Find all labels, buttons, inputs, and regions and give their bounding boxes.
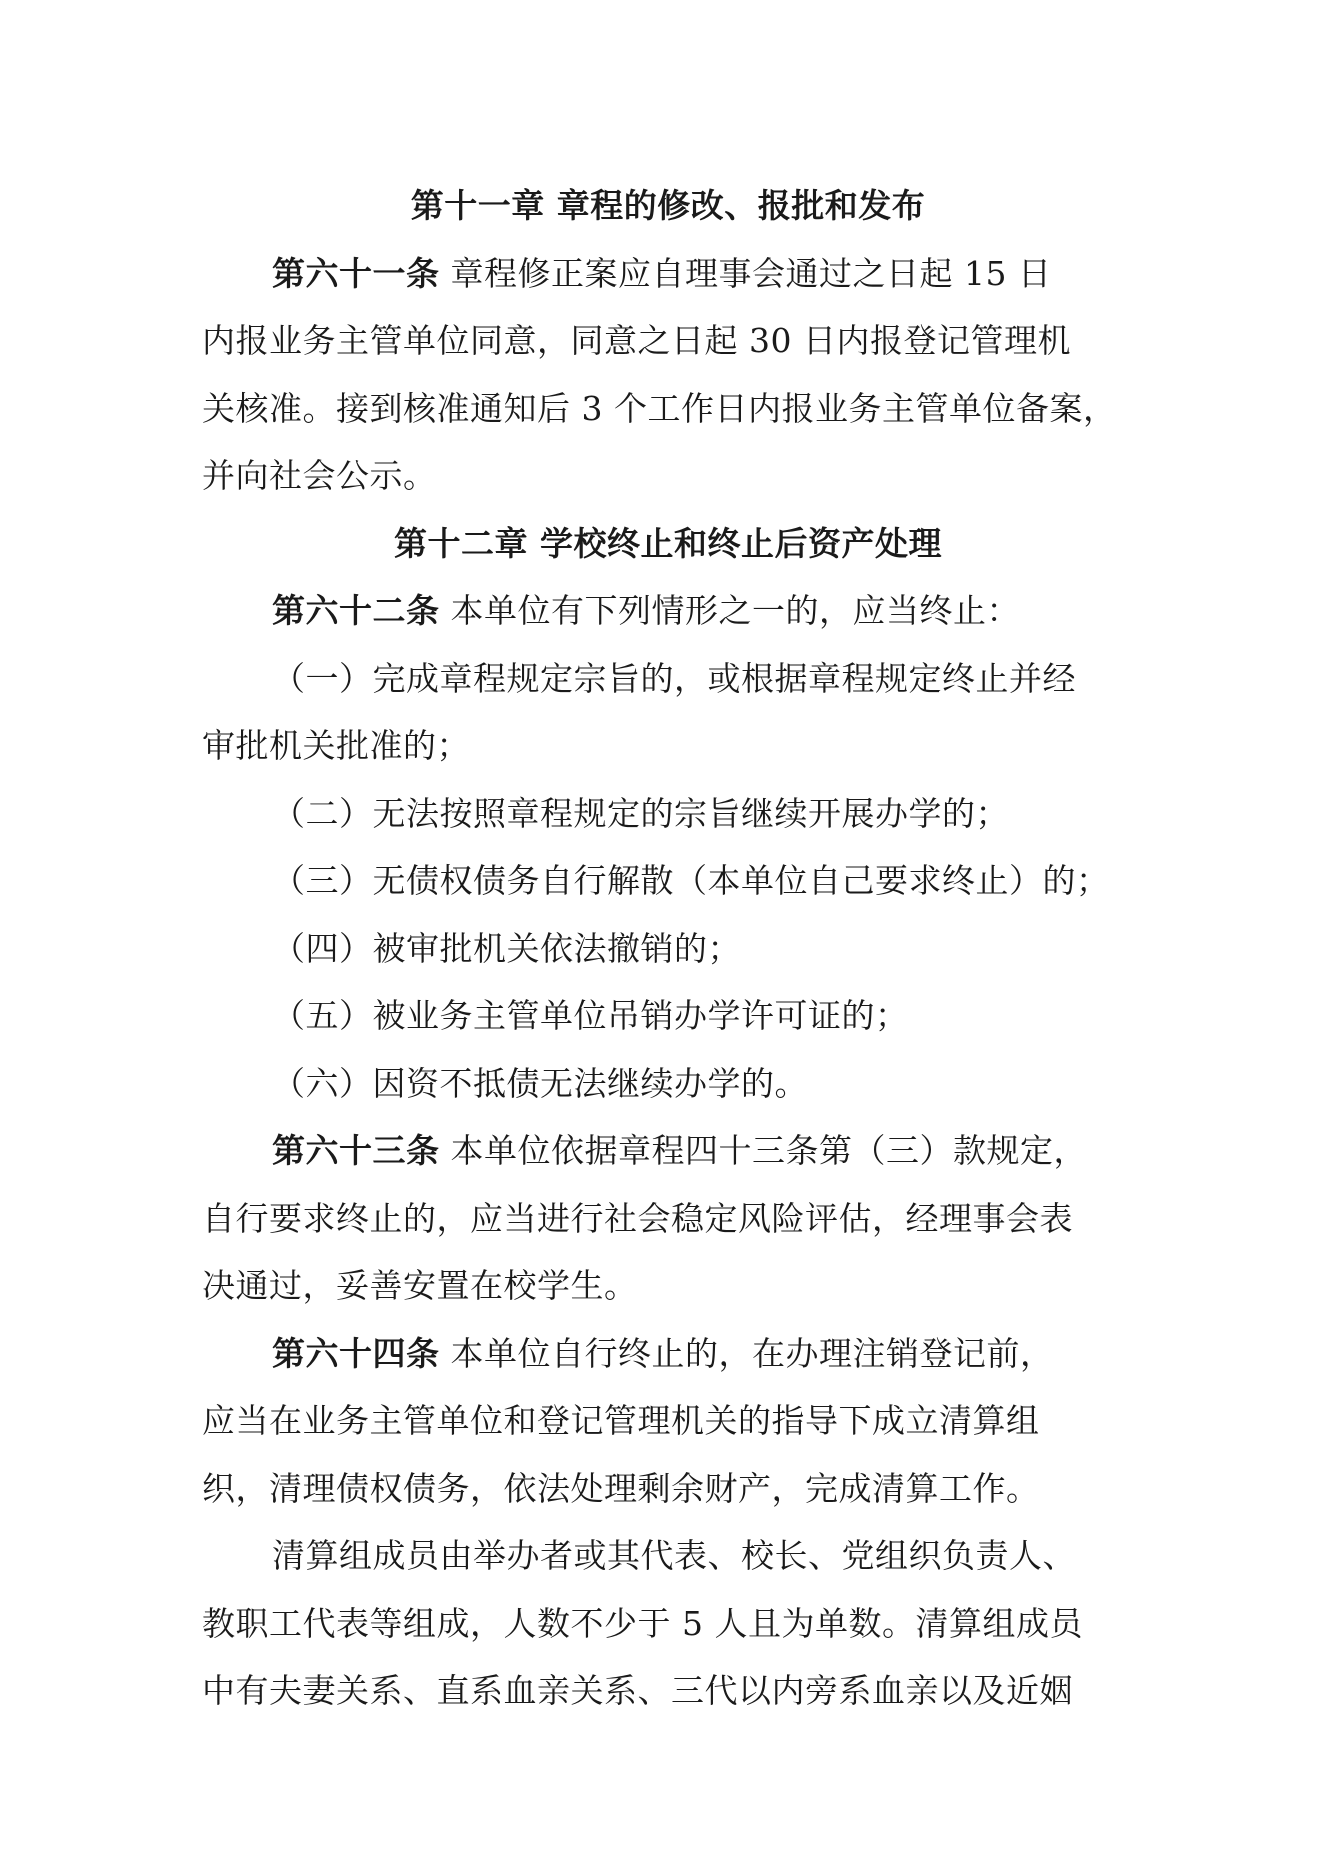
liquidation-line-3: 中有夫妻关系、直系血亲关系、三代以内旁系血亲以及近姻 xyxy=(202,1671,1073,1710)
article-64-line-1 xyxy=(202,1320,1134,1388)
article-61-line-1 xyxy=(202,240,1134,308)
article-61-line-4: 并向社会公示。 xyxy=(202,456,437,495)
article-62-item-2: （二）无法按照章程规定的宗旨继续开展办学的； xyxy=(272,793,1009,833)
chapter-12-title: 第十二章 学校终止和终止后资产处理 xyxy=(394,523,942,563)
article-62-item-4: （四）被审批机关依法撤销的； xyxy=(272,928,741,968)
article-62-line-1 xyxy=(202,577,1134,645)
article-62-item-1: （一）完成章程规定宗旨的，或根据章程规定终止并经 xyxy=(272,658,1076,698)
article-64-number: 第六十四条 xyxy=(272,1333,440,1373)
article-62-number: 第六十二条 xyxy=(272,591,440,630)
article-64-text-1: 本单位自行终止的，在办理注销登记前， xyxy=(439,1333,1054,1373)
article-62-intro: 本单位有下列情形之一的，应当终止： xyxy=(439,591,1020,630)
article-61-line-3: 关核准。接到核准通知后 3 个工作日内报业务主管单位备案， xyxy=(202,388,1117,428)
article-63-text-1: 本单位依据章程四十三条第（三）款规定， xyxy=(439,1131,1087,1170)
article-63-number: 第六十三条 xyxy=(272,1131,440,1170)
article-61-number: 第六十一条 xyxy=(272,253,440,293)
article-64-line-3: 织，清理债权债务，依法处理剩余财产，完成清算工作。 xyxy=(202,1468,1040,1508)
liquidation-line-2: 教职工代表等组成，人数不少于 5 人且为单数。清算组成员 xyxy=(202,1603,1083,1643)
article-63-line-2: 自行要求终止的，应当进行社会稳定风险评估，经理事会表 xyxy=(202,1198,1073,1238)
document-body xyxy=(202,172,1134,1725)
article-61-line-2: 内报业务主管单位同意，同意之日起 30 日内报登记管理机 xyxy=(202,321,1071,360)
chapter-11-title: 第十一章 章程的修改、报批和发布 xyxy=(410,186,926,225)
article-62-item-3: （三）无债权债务自行解散（本单位自己要求终止）的； xyxy=(272,861,1110,900)
article-63-line-3: 决通过，妥善安置在校学生。 xyxy=(202,1266,638,1305)
article-63-line-1 xyxy=(202,1117,1134,1185)
article-62-item-1-cont: 审批机关批准的； xyxy=(202,726,470,765)
article-61-text-1: 章程修正案应自理事会通过之日起 15 日 xyxy=(439,253,1052,293)
article-62-item-5: （五）被业务主管单位吊销办学许可证的； xyxy=(272,996,909,1035)
liquidation-line-1: 清算组成员由举办者或其代表、校长、党组织负责人、 xyxy=(272,1536,1076,1575)
article-64-line-2: 应当在业务主管单位和登记管理机关的指导下成立清算组 xyxy=(202,1401,1040,1440)
article-62-item-6: （六）因资不抵债无法继续办学的。 xyxy=(272,1063,808,1103)
